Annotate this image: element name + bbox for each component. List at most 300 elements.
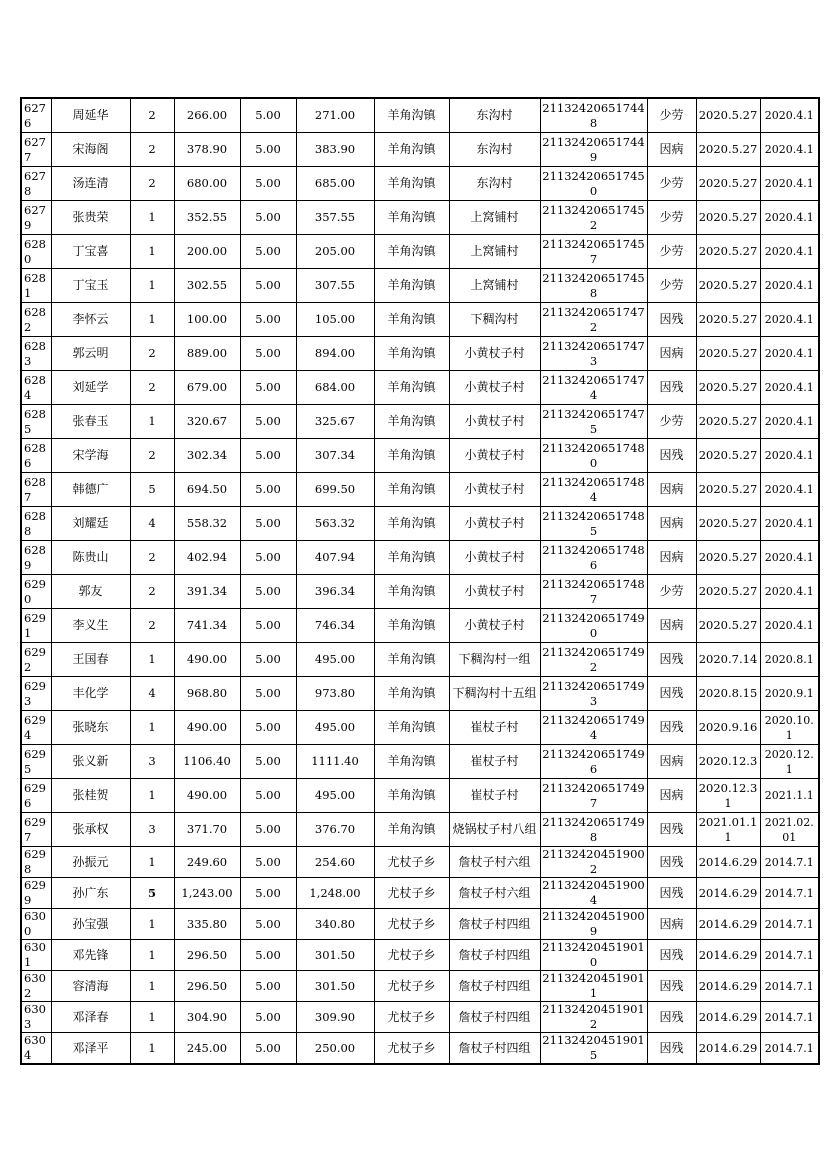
household-members-cell: 2 (130, 575, 174, 609)
supplement-cell: 5.00 (240, 473, 296, 507)
total-cell: 376.70 (296, 813, 374, 847)
supplement-cell: 5.00 (240, 1033, 296, 1065)
amount-cell: 200.00 (174, 235, 240, 269)
township-cell: 尤杖子乡 (374, 940, 449, 971)
township-cell: 羊角沟镇 (374, 269, 449, 303)
poverty-reason-cell: 少劳 (647, 98, 696, 133)
village-cell: 小黄杖子村 (449, 541, 540, 575)
township-cell: 羊角沟镇 (374, 337, 449, 371)
table-row (21, 813, 819, 847)
household-id-cell: 211324206517486 (540, 541, 647, 575)
name-cell: 周延华 (51, 98, 130, 133)
total-cell: 340.80 (296, 909, 374, 940)
name-cell: 刘延学 (51, 371, 130, 405)
name-cell: 丁宝玉 (51, 269, 130, 303)
name-cell: 李义生 (51, 609, 130, 643)
table-row (21, 643, 819, 677)
start-date-cell: 2020.4.1 (760, 201, 819, 235)
name-cell: 郭云明 (51, 337, 130, 371)
name-cell: 张晓东 (51, 711, 130, 745)
township-cell: 尤杖子乡 (374, 1002, 449, 1033)
name-cell: 张贵荣 (51, 201, 130, 235)
household-id-cell: 211324206517492 (540, 643, 647, 677)
approval-date-cell: 2020.5.27 (696, 371, 760, 405)
township-cell: 羊角沟镇 (374, 133, 449, 167)
name-cell: 张桂贺 (51, 779, 130, 813)
start-date-cell: 2014.7.1 (760, 847, 819, 878)
row-number-cell: 6288 (21, 507, 51, 541)
village-cell: 詹杖子村四组 (449, 940, 540, 971)
table-row (21, 303, 819, 337)
amount-cell: 558.32 (174, 507, 240, 541)
approval-date-cell: 2014.6.29 (696, 1002, 760, 1033)
village-cell: 上窝铺村 (449, 201, 540, 235)
table-row (21, 201, 819, 235)
table-row (21, 337, 819, 371)
village-cell: 詹杖子村四组 (449, 971, 540, 1002)
household-id-cell: 211324204519012 (540, 1002, 647, 1033)
supplement-cell: 5.00 (240, 541, 296, 575)
household-id-cell: 211324204519009 (540, 909, 647, 940)
approval-date-cell: 2020.5.27 (696, 575, 760, 609)
name-cell: 张春玉 (51, 405, 130, 439)
village-cell: 东沟村 (449, 133, 540, 167)
amount-cell: 320.67 (174, 405, 240, 439)
amount-cell: 968.80 (174, 677, 240, 711)
household-id-cell: 211324204519015 (540, 1033, 647, 1065)
household-members-cell: 1 (130, 971, 174, 1002)
row-number-cell: 6282 (21, 303, 51, 337)
poverty-reason-cell: 因病 (647, 541, 696, 575)
name-cell: 邓泽春 (51, 1002, 130, 1033)
start-date-cell: 2020.4.1 (760, 609, 819, 643)
total-cell: 271.00 (296, 98, 374, 133)
start-date-cell: 2014.7.1 (760, 1002, 819, 1033)
amount-cell: 245.00 (174, 1033, 240, 1065)
household-id-cell: 211324206517458 (540, 269, 647, 303)
household-members-cell: 1 (130, 1033, 174, 1065)
household-members-cell: 2 (130, 541, 174, 575)
name-cell: 孙振元 (51, 847, 130, 878)
township-cell: 尤杖子乡 (374, 878, 449, 909)
amount-cell: 490.00 (174, 711, 240, 745)
household-members-cell: 2 (130, 167, 174, 201)
household-id-cell: 211324206517457 (540, 235, 647, 269)
table-row (21, 133, 819, 167)
name-cell: 丰化学 (51, 677, 130, 711)
name-cell: 张承权 (51, 813, 130, 847)
table-row (21, 847, 819, 878)
total-cell: 495.00 (296, 779, 374, 813)
row-number-cell: 6303 (21, 1002, 51, 1033)
poverty-reason-cell: 少劳 (647, 575, 696, 609)
table-row (21, 473, 819, 507)
start-date-cell: 2014.7.1 (760, 971, 819, 1002)
name-cell: 刘耀廷 (51, 507, 130, 541)
approval-date-cell: 2020.12.31 (696, 779, 760, 813)
household-members-cell: 1 (130, 847, 174, 878)
household-id-cell: 211324206517496 (540, 745, 647, 779)
household-members-cell: 2 (130, 98, 174, 133)
household-id-cell: 211324206517490 (540, 609, 647, 643)
approval-date-cell: 2014.6.29 (696, 971, 760, 1002)
amount-cell: 296.50 (174, 940, 240, 971)
supplement-cell: 5.00 (240, 677, 296, 711)
total-cell: 357.55 (296, 201, 374, 235)
approval-date-cell: 2020.5.27 (696, 235, 760, 269)
poverty-reason-cell: 因残 (647, 813, 696, 847)
village-cell: 东沟村 (449, 98, 540, 133)
poverty-reason-cell: 因病 (647, 609, 696, 643)
village-cell: 詹杖子村六组 (449, 847, 540, 878)
household-members-cell: 2 (130, 439, 174, 473)
row-number-cell: 6296 (21, 779, 51, 813)
total-cell: 307.55 (296, 269, 374, 303)
village-cell: 崔杖子村 (449, 745, 540, 779)
name-cell: 丁宝喜 (51, 235, 130, 269)
approval-date-cell: 2014.6.29 (696, 847, 760, 878)
household-members-cell: 5 (130, 878, 174, 909)
start-date-cell: 2020.4.1 (760, 167, 819, 201)
start-date-cell: 2020.4.1 (760, 98, 819, 133)
row-number-cell: 6284 (21, 371, 51, 405)
household-id-cell: 211324206517494 (540, 711, 647, 745)
approval-date-cell: 2020.5.27 (696, 473, 760, 507)
table-row (21, 439, 819, 473)
supplement-cell: 5.00 (240, 779, 296, 813)
poverty-reason-cell: 因残 (647, 643, 696, 677)
row-number-cell: 6278 (21, 167, 51, 201)
village-cell: 崔杖子村 (449, 711, 540, 745)
row-number-cell: 6277 (21, 133, 51, 167)
household-members-cell: 1 (130, 201, 174, 235)
village-cell: 詹杖子村四组 (449, 1033, 540, 1065)
supplement-cell: 5.00 (240, 167, 296, 201)
poverty-reason-cell: 因残 (647, 878, 696, 909)
total-cell: 1,248.00 (296, 878, 374, 909)
township-cell: 羊角沟镇 (374, 98, 449, 133)
amount-cell: 100.00 (174, 303, 240, 337)
table-row (21, 779, 819, 813)
table-row (21, 541, 819, 575)
row-number-cell: 6295 (21, 745, 51, 779)
start-date-cell: 2014.7.1 (760, 909, 819, 940)
start-date-cell: 2020.4.1 (760, 575, 819, 609)
row-number-cell: 6302 (21, 971, 51, 1002)
village-cell: 小黄杖子村 (449, 371, 540, 405)
approval-date-cell: 2020.8.15 (696, 677, 760, 711)
row-number-cell: 6292 (21, 643, 51, 677)
household-id-cell: 211324206517498 (540, 813, 647, 847)
start-date-cell: 2020.10.1 (760, 711, 819, 745)
table-row (21, 609, 819, 643)
start-date-cell: 2020.4.1 (760, 337, 819, 371)
total-cell: 495.00 (296, 711, 374, 745)
household-members-cell: 2 (130, 609, 174, 643)
household-id-cell: 211324206517450 (540, 167, 647, 201)
start-date-cell: 2014.7.1 (760, 1033, 819, 1065)
total-cell: 250.00 (296, 1033, 374, 1065)
table-row (21, 405, 819, 439)
poverty-reason-cell: 因病 (647, 507, 696, 541)
poverty-reason-cell: 因残 (647, 1033, 696, 1065)
total-cell: 699.50 (296, 473, 374, 507)
supplement-cell: 5.00 (240, 405, 296, 439)
supplement-cell: 5.00 (240, 575, 296, 609)
township-cell: 尤杖子乡 (374, 1033, 449, 1065)
table-row (21, 940, 819, 971)
amount-cell: 335.80 (174, 909, 240, 940)
household-id-cell: 211324206517473 (540, 337, 647, 371)
township-cell: 羊角沟镇 (374, 609, 449, 643)
approval-date-cell: 2020.5.27 (696, 167, 760, 201)
start-date-cell: 2020.4.1 (760, 303, 819, 337)
row-number-cell: 6299 (21, 878, 51, 909)
household-id-cell: 211324204519010 (540, 940, 647, 971)
total-cell: 1111.40 (296, 745, 374, 779)
supplement-cell: 5.00 (240, 909, 296, 940)
row-number-cell: 6298 (21, 847, 51, 878)
supplement-cell: 5.00 (240, 371, 296, 405)
amount-cell: 391.34 (174, 575, 240, 609)
total-cell: 684.00 (296, 371, 374, 405)
table-row (21, 878, 819, 909)
household-members-cell: 1 (130, 779, 174, 813)
amount-cell: 352.55 (174, 201, 240, 235)
supplement-cell: 5.00 (240, 813, 296, 847)
row-number-cell: 6290 (21, 575, 51, 609)
table-row (21, 745, 819, 779)
village-cell: 上窝铺村 (449, 269, 540, 303)
household-id-cell: 211324206517449 (540, 133, 647, 167)
township-cell: 羊角沟镇 (374, 405, 449, 439)
village-cell: 小黄杖子村 (449, 405, 540, 439)
household-id-cell: 211324206517484 (540, 473, 647, 507)
amount-cell: 490.00 (174, 643, 240, 677)
supplement-cell: 5.00 (240, 1002, 296, 1033)
approval-date-cell: 2021.01.11 (696, 813, 760, 847)
poverty-reason-cell: 因残 (647, 711, 696, 745)
village-cell: 崔杖子村 (449, 779, 540, 813)
row-number-cell: 6285 (21, 405, 51, 439)
row-number-cell: 6291 (21, 609, 51, 643)
poverty-reason-cell: 因残 (647, 847, 696, 878)
row-number-cell: 6300 (21, 909, 51, 940)
name-cell: 汤连清 (51, 167, 130, 201)
name-cell: 郭友 (51, 575, 130, 609)
township-cell: 尤杖子乡 (374, 847, 449, 878)
amount-cell: 694.50 (174, 473, 240, 507)
household-id-cell: 211324206517493 (540, 677, 647, 711)
poverty-reason-cell: 少劳 (647, 405, 696, 439)
amount-cell: 266.00 (174, 98, 240, 133)
approval-date-cell: 2020.5.27 (696, 541, 760, 575)
approval-date-cell: 2014.6.29 (696, 940, 760, 971)
data-table (20, 97, 820, 1065)
approval-date-cell: 2020.5.27 (696, 303, 760, 337)
supplement-cell: 5.00 (240, 235, 296, 269)
poverty-reason-cell: 因残 (647, 1002, 696, 1033)
approval-date-cell: 2020.7.14 (696, 643, 760, 677)
amount-cell: 889.00 (174, 337, 240, 371)
township-cell: 尤杖子乡 (374, 909, 449, 940)
name-cell: 邓先锋 (51, 940, 130, 971)
start-date-cell: 2020.4.1 (760, 541, 819, 575)
row-number-cell: 6294 (21, 711, 51, 745)
total-cell: 301.50 (296, 971, 374, 1002)
poverty-reason-cell: 因残 (647, 439, 696, 473)
supplement-cell: 5.00 (240, 745, 296, 779)
start-date-cell: 2021.1.1 (760, 779, 819, 813)
name-cell: 陈贵山 (51, 541, 130, 575)
total-cell: 105.00 (296, 303, 374, 337)
poverty-reason-cell: 因残 (647, 677, 696, 711)
approval-date-cell: 2020.5.27 (696, 405, 760, 439)
household-id-cell: 211324206517485 (540, 507, 647, 541)
poverty-reason-cell: 因残 (647, 371, 696, 405)
total-cell: 325.67 (296, 405, 374, 439)
table-row (21, 971, 819, 1002)
village-cell: 小黄杖子村 (449, 337, 540, 371)
approval-date-cell: 2020.12.3 (696, 745, 760, 779)
table-row (21, 711, 819, 745)
household-members-cell: 5 (130, 473, 174, 507)
poverty-reason-cell: 少劳 (647, 201, 696, 235)
amount-cell: 378.90 (174, 133, 240, 167)
village-cell: 东沟村 (449, 167, 540, 201)
amount-cell: 680.00 (174, 167, 240, 201)
township-cell: 羊角沟镇 (374, 303, 449, 337)
village-cell: 小黄杖子村 (449, 507, 540, 541)
row-number-cell: 6280 (21, 235, 51, 269)
household-members-cell: 3 (130, 813, 174, 847)
row-number-cell: 6297 (21, 813, 51, 847)
township-cell: 羊角沟镇 (374, 643, 449, 677)
approval-date-cell: 2014.6.29 (696, 909, 760, 940)
start-date-cell: 2020.4.1 (760, 133, 819, 167)
household-id-cell: 211324206517497 (540, 779, 647, 813)
township-cell: 羊角沟镇 (374, 201, 449, 235)
start-date-cell: 2020.9.1 (760, 677, 819, 711)
supplement-cell: 5.00 (240, 507, 296, 541)
household-members-cell: 4 (130, 507, 174, 541)
household-id-cell: 211324204519004 (540, 878, 647, 909)
approval-date-cell: 2020.5.27 (696, 337, 760, 371)
household-members-cell: 2 (130, 133, 174, 167)
amount-cell: 741.34 (174, 609, 240, 643)
supplement-cell: 5.00 (240, 133, 296, 167)
row-number-cell: 6286 (21, 439, 51, 473)
name-cell: 孙宝强 (51, 909, 130, 940)
start-date-cell: 2020.4.1 (760, 439, 819, 473)
row-number-cell: 6287 (21, 473, 51, 507)
supplement-cell: 5.00 (240, 609, 296, 643)
supplement-cell: 5.00 (240, 201, 296, 235)
name-cell: 韩德广 (51, 473, 130, 507)
table-row (21, 269, 819, 303)
village-cell: 小黄杖子村 (449, 473, 540, 507)
total-cell: 746.34 (296, 609, 374, 643)
township-cell: 羊角沟镇 (374, 235, 449, 269)
household-members-cell: 1 (130, 405, 174, 439)
table-row (21, 1002, 819, 1033)
household-id-cell: 211324204519002 (540, 847, 647, 878)
table-row (21, 167, 819, 201)
household-id-cell: 211324204519011 (540, 971, 647, 1002)
township-cell: 羊角沟镇 (374, 813, 449, 847)
village-cell: 小黄杖子村 (449, 439, 540, 473)
household-members-cell: 1 (130, 940, 174, 971)
approval-date-cell: 2020.5.27 (696, 439, 760, 473)
start-date-cell: 2020.4.1 (760, 269, 819, 303)
total-cell: 685.00 (296, 167, 374, 201)
table-row (21, 235, 819, 269)
poverty-reason-cell: 少劳 (647, 167, 696, 201)
start-date-cell: 2020.8.1 (760, 643, 819, 677)
name-cell: 李怀云 (51, 303, 130, 337)
amount-cell: 371.70 (174, 813, 240, 847)
start-date-cell: 2014.7.1 (760, 940, 819, 971)
row-number-cell: 6304 (21, 1033, 51, 1065)
total-cell: 563.32 (296, 507, 374, 541)
name-cell: 宋学海 (51, 439, 130, 473)
household-members-cell: 1 (130, 909, 174, 940)
household-members-cell: 1 (130, 269, 174, 303)
table-row (21, 575, 819, 609)
household-id-cell: 211324206517487 (540, 575, 647, 609)
total-cell: 396.34 (296, 575, 374, 609)
approval-date-cell: 2020.5.27 (696, 269, 760, 303)
total-cell: 307.34 (296, 439, 374, 473)
village-cell: 小黄杖子村 (449, 609, 540, 643)
total-cell: 309.90 (296, 1002, 374, 1033)
poverty-reason-cell: 因病 (647, 337, 696, 371)
supplement-cell: 5.00 (240, 711, 296, 745)
village-cell: 上窝铺村 (449, 235, 540, 269)
start-date-cell: 2020.12.1 (760, 745, 819, 779)
total-cell: 973.80 (296, 677, 374, 711)
poverty-reason-cell: 少劳 (647, 235, 696, 269)
township-cell: 羊角沟镇 (374, 677, 449, 711)
name-cell: 孙广东 (51, 878, 130, 909)
approval-date-cell: 2014.6.29 (696, 1033, 760, 1065)
supplement-cell: 5.00 (240, 337, 296, 371)
name-cell: 宋海阁 (51, 133, 130, 167)
village-cell: 詹杖子村六组 (449, 878, 540, 909)
supplement-cell: 5.00 (240, 971, 296, 1002)
amount-cell: 304.90 (174, 1002, 240, 1033)
row-number-cell: 6293 (21, 677, 51, 711)
household-members-cell: 1 (130, 643, 174, 677)
household-id-cell: 211324206517480 (540, 439, 647, 473)
township-cell: 羊角沟镇 (374, 711, 449, 745)
township-cell: 羊角沟镇 (374, 473, 449, 507)
poverty-reason-cell: 少劳 (647, 269, 696, 303)
table-row (21, 909, 819, 940)
township-cell: 尤杖子乡 (374, 971, 449, 1002)
township-cell: 羊角沟镇 (374, 167, 449, 201)
village-cell: 下稠沟村 (449, 303, 540, 337)
household-members-cell: 2 (130, 371, 174, 405)
table-row (21, 677, 819, 711)
village-cell: 烧锅杖子村八组 (449, 813, 540, 847)
township-cell: 羊角沟镇 (374, 371, 449, 405)
household-members-cell: 1 (130, 235, 174, 269)
start-date-cell: 2014.7.1 (760, 878, 819, 909)
approval-date-cell: 2020.5.27 (696, 133, 760, 167)
village-cell: 詹杖子村四组 (449, 909, 540, 940)
row-number-cell: 6283 (21, 337, 51, 371)
